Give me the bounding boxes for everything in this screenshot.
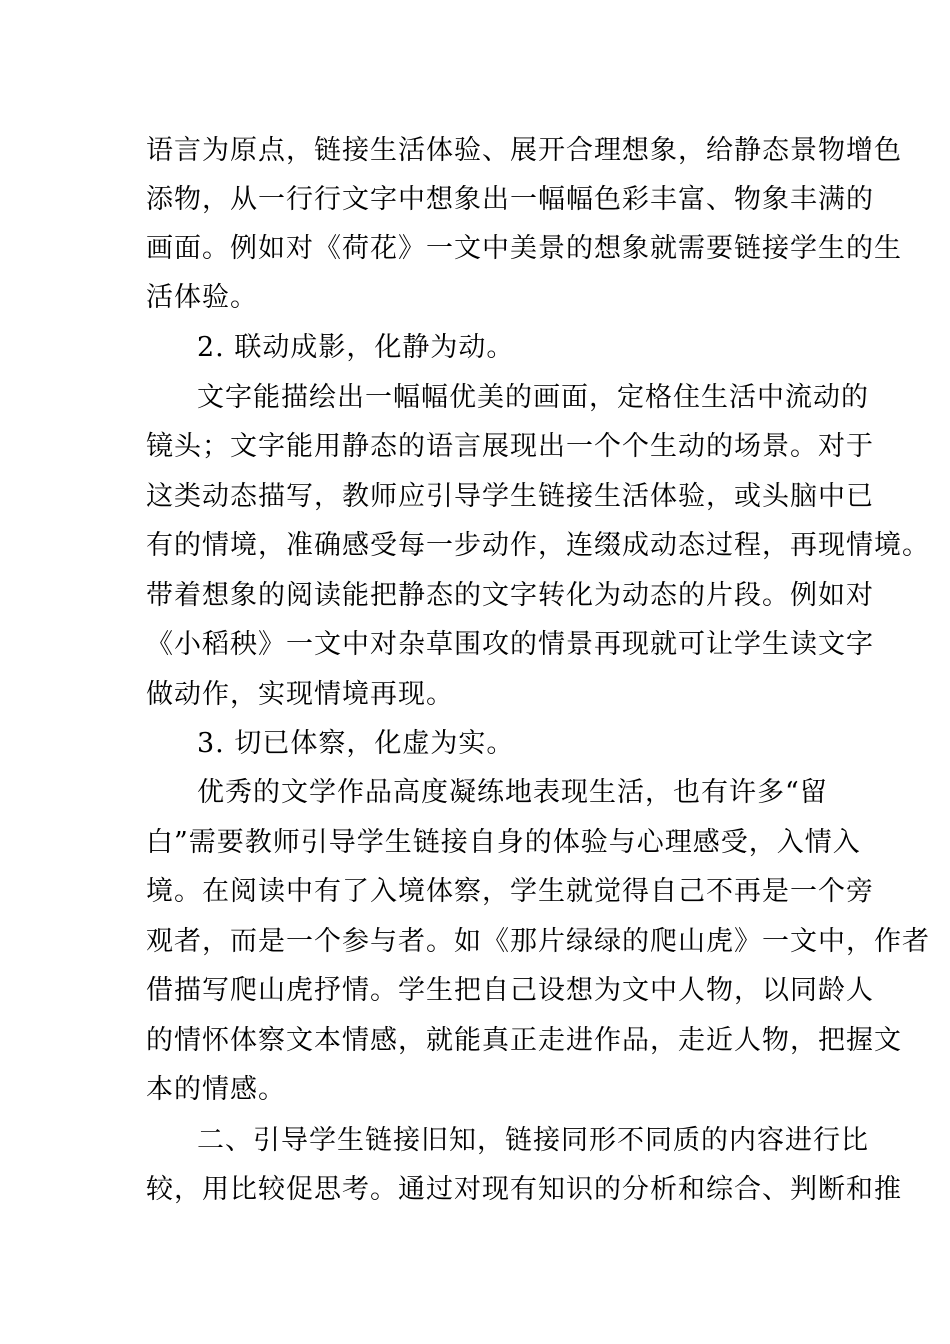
text-line: 语言为原点，链接生活体验、展开合理想象，给静态景物增色 xyxy=(146,135,902,166)
text-line: 文字能描绘出一幅幅优美的画面，定格住生活中流动的 xyxy=(197,382,869,413)
text-line: 这类动态描写，教师应引导学生链接生活体验，或头脑中已 xyxy=(146,481,874,512)
text-line: 观者，而是一个参与者。如《那片绿绿的爬山虎》一文中，作者 xyxy=(146,926,930,957)
text-line: 《小稻秧》一文中对杂草围攻的情景再现就可让学生读文字 xyxy=(146,629,874,660)
section-heading: 2. 联动成影，化静为动。 xyxy=(197,332,515,363)
text-line: 活体验。 xyxy=(146,282,258,313)
text-line: 借描写爬山虎抒情。学生把自己设想为文中人物，以同龄人 xyxy=(146,975,874,1006)
text-line: 较，用比较促思考。通过对现有知识的分析和综合、判断和推 xyxy=(146,1174,902,1205)
text-line: 本的情感。 xyxy=(146,1074,286,1105)
text-line: 带着想象的阅读能把静态的文字转化为动态的片段。例如对 xyxy=(146,580,874,611)
text-line: 添物，从一行行文字中想象出一幅幅色彩丰富、物象丰满的 xyxy=(146,184,874,215)
section-heading: 3. 切已体察，化虚为实。 xyxy=(197,728,515,759)
text-line: 优秀的文学作品高度凝练地表现生活，也有许多“留 xyxy=(197,777,828,808)
text-line: 境。在阅读中有了入境体察，学生就觉得自己不再是一个旁 xyxy=(146,876,874,907)
text-line: 做动作，实现情境再现。 xyxy=(146,679,454,710)
text-line: 画面。例如对《荷花》一文中美景的想象就需要链接学生的生 xyxy=(146,233,902,264)
text-line: 有的情境，准确感受每一步动作，连缀成动态过程，再现情境。 xyxy=(146,530,930,561)
text-line: 的情怀体察文本情感，就能真正走进作品，走近人物，把握文 xyxy=(146,1025,902,1056)
text-line: 二、引导学生链接旧知，链接同形不同质的内容进行比 xyxy=(197,1125,869,1156)
text-line: 镜头；文字能用静态的语言展现出一个个生动的场景。对于 xyxy=(146,431,874,462)
text-line: 白”需要教师引导学生链接自身的体验与心理感受，入情入 xyxy=(146,827,861,858)
